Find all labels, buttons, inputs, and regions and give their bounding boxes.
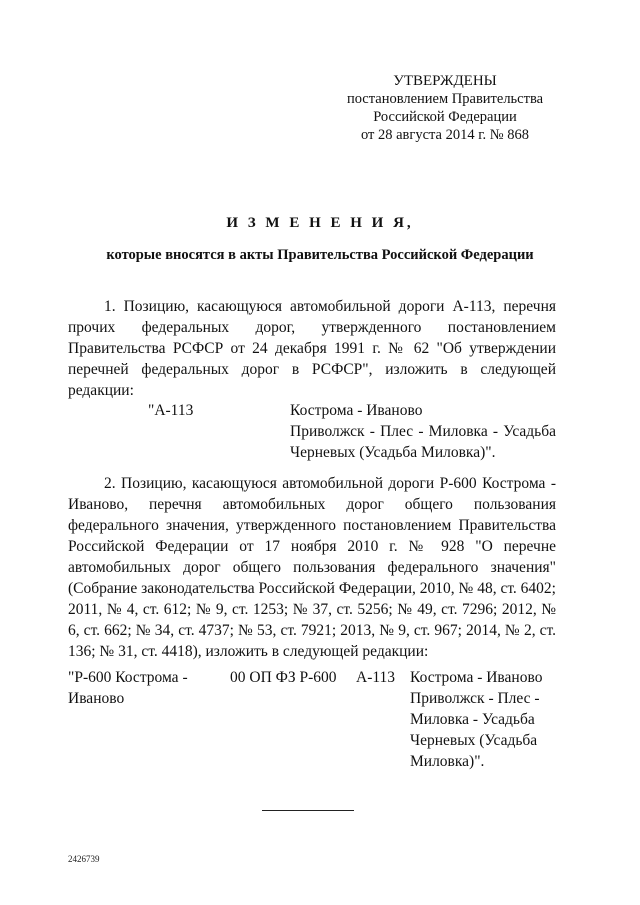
item-2-paragraph: 2. Позицию, касающуюся автомобильной дороги Р-600 Кострома - Иваново, перечня автомобильных дорог общего пользования федерального значения, утвержденного постановлением Правительства Российской Федерации от 17 ноября 2010 г. № 928 "О перечне автомобильных дорог общего пользования федерального значения" (Собрание законодательства Российской Федерации, 2010, № 48, ст. 6402; 2011, № 4, ст. 612; № 9, ст. 1253; № 37, ст. 5256; № 49, ст. 7296; 2012, № 6, ст. 662; № 34, ст. 4737; № 53, ст. 7921; 2013, № 9, ст. 967; 2014, № 2, ст. 136; № 31, ст. 4418), изложить в следующей редакции: <box>68 475 556 660</box>
route-line: Приволжск - Плес - Миловка - Усадьба Черневых (Усадьба Миловка)". <box>290 423 556 461</box>
route-line: Приволжск - Плес - Миловка - Усадьба Черневых (Усадьба Миловка)". <box>410 690 540 770</box>
approval-heading: УТВЕРЖДЕНЫ <box>393 73 497 89</box>
road-route <box>290 400 556 463</box>
route-line: Кострома - Иваново <box>290 402 423 419</box>
document-number: 2426739 <box>68 854 100 864</box>
approval-line: Российской Федерации <box>373 109 517 125</box>
approval-date: от 28 августа 2014 г. № 868 <box>360 127 530 143</box>
road-old-code: А-113 <box>356 669 396 686</box>
item-1-paragraph: 1. Позицию, касающуюся автомобильной дороги А-113, перечня прочих федеральных дорог, утвержденного постановлением Правительства РСФСР от 24 декабря 1991 г. № 62 "Об утверждении перечней федеральных дорог в РСФСР", изложить в следующей редакции: <box>68 298 556 399</box>
document-subtitle: которые вносятся в акты Правительства Российской Федерации <box>106 247 534 263</box>
road-id: 00 ОП ФЗ Р-600 <box>230 669 337 686</box>
document-title: И З М Е Н Е Н И Я, <box>226 215 414 231</box>
road-name: "Р-600 Кострома - Иваново <box>68 669 188 707</box>
road-code: "А-113 <box>148 402 194 419</box>
approval-block <box>330 72 560 144</box>
road-route <box>410 667 560 772</box>
end-divider <box>262 810 354 811</box>
route-line: Кострома - Иваново <box>410 669 543 686</box>
approval-line: постановлением Правительства <box>346 91 544 107</box>
